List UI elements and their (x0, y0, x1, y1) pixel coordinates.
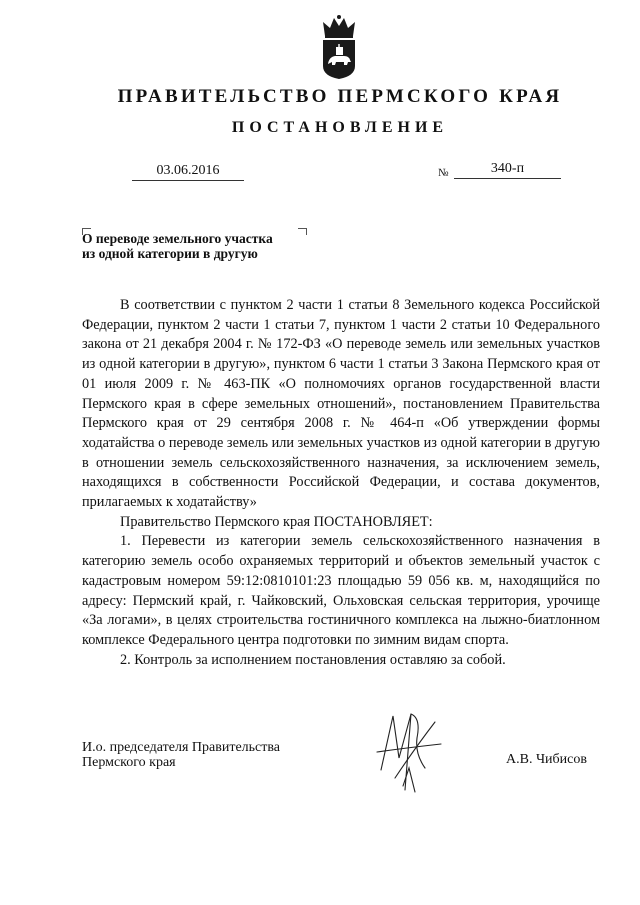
signer-position (82, 740, 342, 770)
preamble-paragraph: В соответствии с пунктом 2 части 1 статьи 8 Земельного кодекса Российской Федерации, пунктом 2 части 1 статьи 7, пунктом 1 части 2 статьи 10 Федерального закона от 21 декабря 2004 г. № 172-ФЗ «О переводе земель или земельных участков из одной категории в другую», пунктом 6 части 1 статьи 3 Закона Пермского края от 01 июля 2009 г. № 463-ПК «О полномочиях органов государственной власти Пермского края в сфере земельных отношений», постановлением Правительства Пермского края от 29 сентября 2008 г. № 464-п «Об утверждении формы ходатайства о переводе земель или земельных участков из одной категории в другую в отношении земель сельскохозяйственного назначения, за исключением земель, находящихся в собственности Российской Федерации, и состава документов, прилагаемых к ходатайству» (82, 297, 600, 511)
document-number: 340-п (454, 161, 561, 179)
government-title: ПРАВИТЕЛЬСТВО ПЕРМСКОГО КРАЯ (117, 86, 563, 107)
handwritten-signature-icon (375, 708, 450, 796)
signer-position-line-2: Пермского края (82, 755, 176, 770)
signer-position-line-1: И.о. председателя Правительства (82, 740, 281, 755)
subject-line-2: из одной категории в другую (82, 246, 258, 261)
document-type: ПОСТАНОВЛЕНИЕ (231, 119, 449, 136)
document-date: 03.06.2016 (132, 163, 244, 181)
subject-line-1: О переводе земельного участка (82, 231, 273, 246)
resolution-paragraph: Правительство Пермского края ПОСТАНОВЛЯЕТ: (120, 513, 433, 530)
number-sign: № (438, 167, 449, 179)
item-2-paragraph: 2. Контроль за исполнением постановления оставляю за собой. (120, 651, 506, 668)
document-subject (82, 231, 342, 261)
coat-of-arms-icon (317, 14, 361, 80)
document-body (82, 296, 600, 670)
item-1-paragraph: 1. Перевести из категории земель сельскохозяйственного назначения в категорию земель особо охраняемых территорий и объектов земельный участок с кадастровым номером 59:12:0810101:23 площадью 59 056 кв. м, находящийся по адресу: Пермский край, г. Чайковский, Ольховская сельская территория, урочище «За логами», в целях строительства гостиничного комплекса на лыжно-биатлонном комплексе Федерального центра подготовки по зимним видам спорта. (82, 533, 600, 648)
signer-name: А.В. Чибисов (506, 752, 587, 767)
